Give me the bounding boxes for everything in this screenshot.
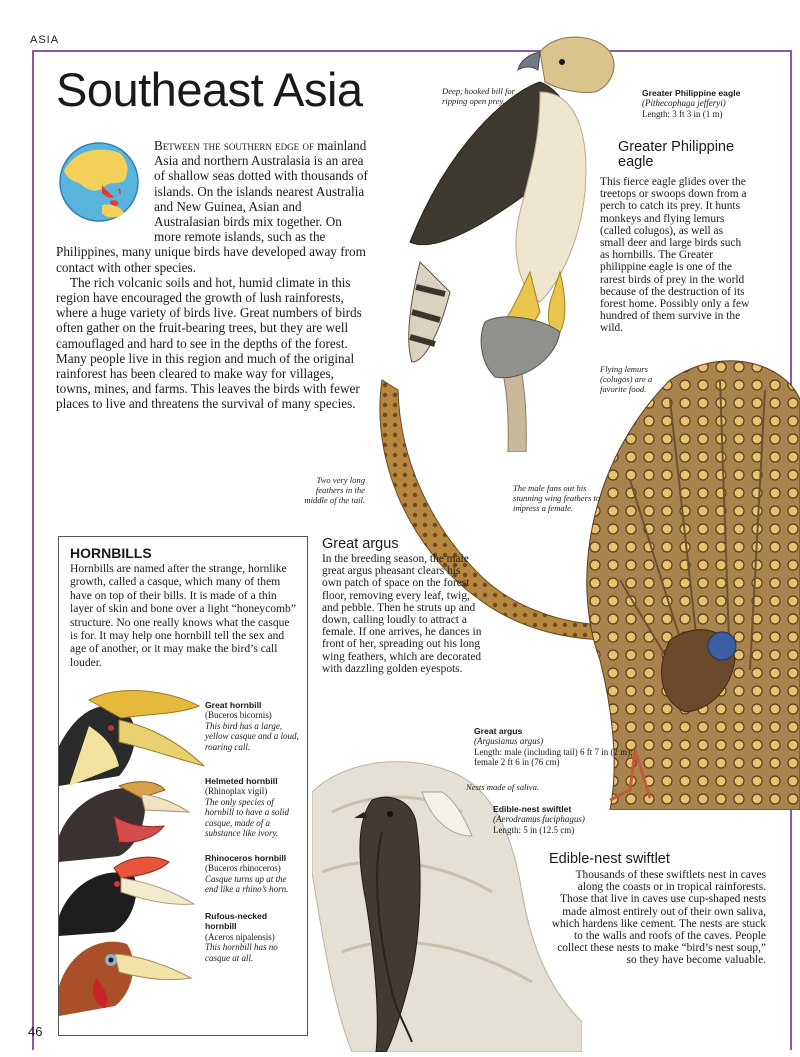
swiftlet-label-length: Length: 5 in (12.5 cm) — [493, 824, 575, 835]
intro-lead: Between the southern edge of — [154, 138, 314, 153]
helmeted-hornbill-desc: The only species of hornbill to have a solid casque, made of a substance like ivory. — [205, 796, 289, 839]
argus-label-name: Great argus — [474, 726, 523, 736]
hornbills-illustration — [59, 686, 207, 1030]
helmeted-hornbill-latin: (Rhinoplax vigil) — [205, 786, 268, 797]
helmeted-hornbill-caption — [205, 776, 300, 838]
intro-body: mainland Asia and northern Australasia is an area of shallow seas dotted with thousands of islands. On the islands nearest Australia and New Guinea, Asian and Australasian birds mix together. On more remote islands, such as the Philippines, many unique birds have developed away from contact with other species. — [56, 138, 368, 275]
rhinoceros-hornbill-caption — [205, 853, 300, 895]
intro-paragraph-2: The rich volcanic soils and hot, humid climate in this region have encouraged the growth of lush rainforests, where a huge variety of birds live. Great numbers of birds often gather on the fruit-bearing trees, but they are well camouflaged and hard to see in the depths of the forest. Many people live in this region and much of the original rainforest has been cleared to make way for villages, towns, mines, and farms. This leaves the birds with fewer places to live and threatens the survival of many species. — [56, 274, 362, 412]
page-title: Southeast Asia — [56, 63, 363, 116]
swiftlet-text: Thousands of these swiftlets nest in caves along the coasts or in tropical rainforests. Those that live in caves use cup-shaped nests made almost entirely out of their own saliva, which hardens like cement. The nests are stuck to the walls and roofs of the caves. People collect these nests to make “bird’s nest soup,” so they have become valuable. — [551, 869, 766, 967]
rufous-necked-hornbill-name: Rufous-necked hornbill — [205, 911, 268, 932]
swiftlet-label-latin: (Aerodramus fuciphagus) — [493, 814, 585, 825]
rhinoceros-hornbill-desc: Casque turns up at the end like a rhino’s horn. — [205, 873, 289, 895]
eagle-label — [642, 88, 792, 119]
rufous-necked-hornbill-desc: This hornbill has no casque at all. — [205, 942, 278, 963]
great-hornbill-name: Great hornbill — [205, 700, 262, 710]
nest-annotation: Nests made of saliva. — [466, 782, 540, 792]
swiftlet-heading: Edible-nest swiftlet — [549, 851, 670, 867]
edible-nest-swiftlet-illustration — [312, 752, 582, 1052]
argus-label-length: Length: male (including tail) 6 ft 7 in (2 m); female 2 ft 6 in (76 cm) — [474, 746, 633, 768]
rufous-necked-hornbill-latin: (Aceros nipalensis) — [205, 931, 275, 942]
argus-wing-annotation: The male fans out his stunning wing feathers to impress a female. — [513, 483, 601, 513]
rhinoceros-hornbill-latin: (Buceros rhinoceros) — [205, 863, 281, 874]
eagle-label-latin: (Pithecophaga jefferyi) — [642, 98, 726, 109]
lemur-annotation: Flying lemurs (colugos) are a favorite food. — [600, 364, 653, 394]
eagle-text: This fierce eagle glides over the treetops or swoops down from a perch to catch its prey. It hunts monkeys and flying lemurs (called colugos), as well as small deer and large birds such as hornbills. The Greater philippine eagle is one of the rarest birds of prey in the world because of the destruction of its forest home. Possibly only a few hundred of them survive in the wild. — [600, 176, 750, 335]
hornbills-text: Hornbills are named after the strange, hornlike growth, called a casque, which many of them have on top of their bills. It is made of a thin layer of skin and bone over a light “honeycomb” structure. No one really knows what the casque is for. It may help one hornbill tell the sex and age of another, or it may make the bird’s call louder. — [70, 562, 297, 669]
argus-label-latin: (Argusianus argus) — [474, 736, 544, 747]
eagle-label-length: Length: 3 ft 3 in (1 m) — [642, 108, 723, 119]
eagle-heading: Greater Philippine eagle — [618, 139, 735, 170]
intro-text — [56, 138, 368, 412]
great-hornbill-desc: This bird has a large, yellow casque and a loud, roaring call. — [205, 720, 299, 752]
rhinoceros-hornbill-name: Rhinoceros hornbill — [205, 853, 287, 863]
argus-heading: Great argus — [322, 536, 399, 552]
section-label: ASIA — [30, 34, 60, 46]
eagle-label-name: Greater Philippine eagle — [642, 88, 741, 98]
page-number: 46 — [28, 1024, 43, 1039]
eagle-bill-annotation: Deep, hooked bill for ripping open prey. — [442, 86, 516, 106]
rufous-necked-hornbill-caption — [205, 911, 285, 963]
helmeted-hornbill-name: Helmeted hornbill — [205, 776, 278, 786]
swiftlet-label-name: Edible-nest swiftlet — [493, 804, 572, 814]
hornbills-heading: HORNBILLS — [70, 545, 152, 561]
great-hornbill-caption — [205, 700, 300, 752]
great-hornbill-latin: (Buceros bicornis) — [205, 710, 272, 721]
argus-tail-annotation: Two very long feathers in the middle of the tail. — [304, 475, 365, 505]
swiftlet-label — [493, 804, 633, 835]
argus-text: In the breeding season, the male great argus pheasant clears his own patch of space on the forest floor, removing every leaf, twig, and pebble. Then he struts up and down, calling loudly to attract a female. If one arrives, he dances in front of her, spreading out his long wing feathers, which are decorated with dazzling golden eyespots. — [322, 553, 482, 675]
